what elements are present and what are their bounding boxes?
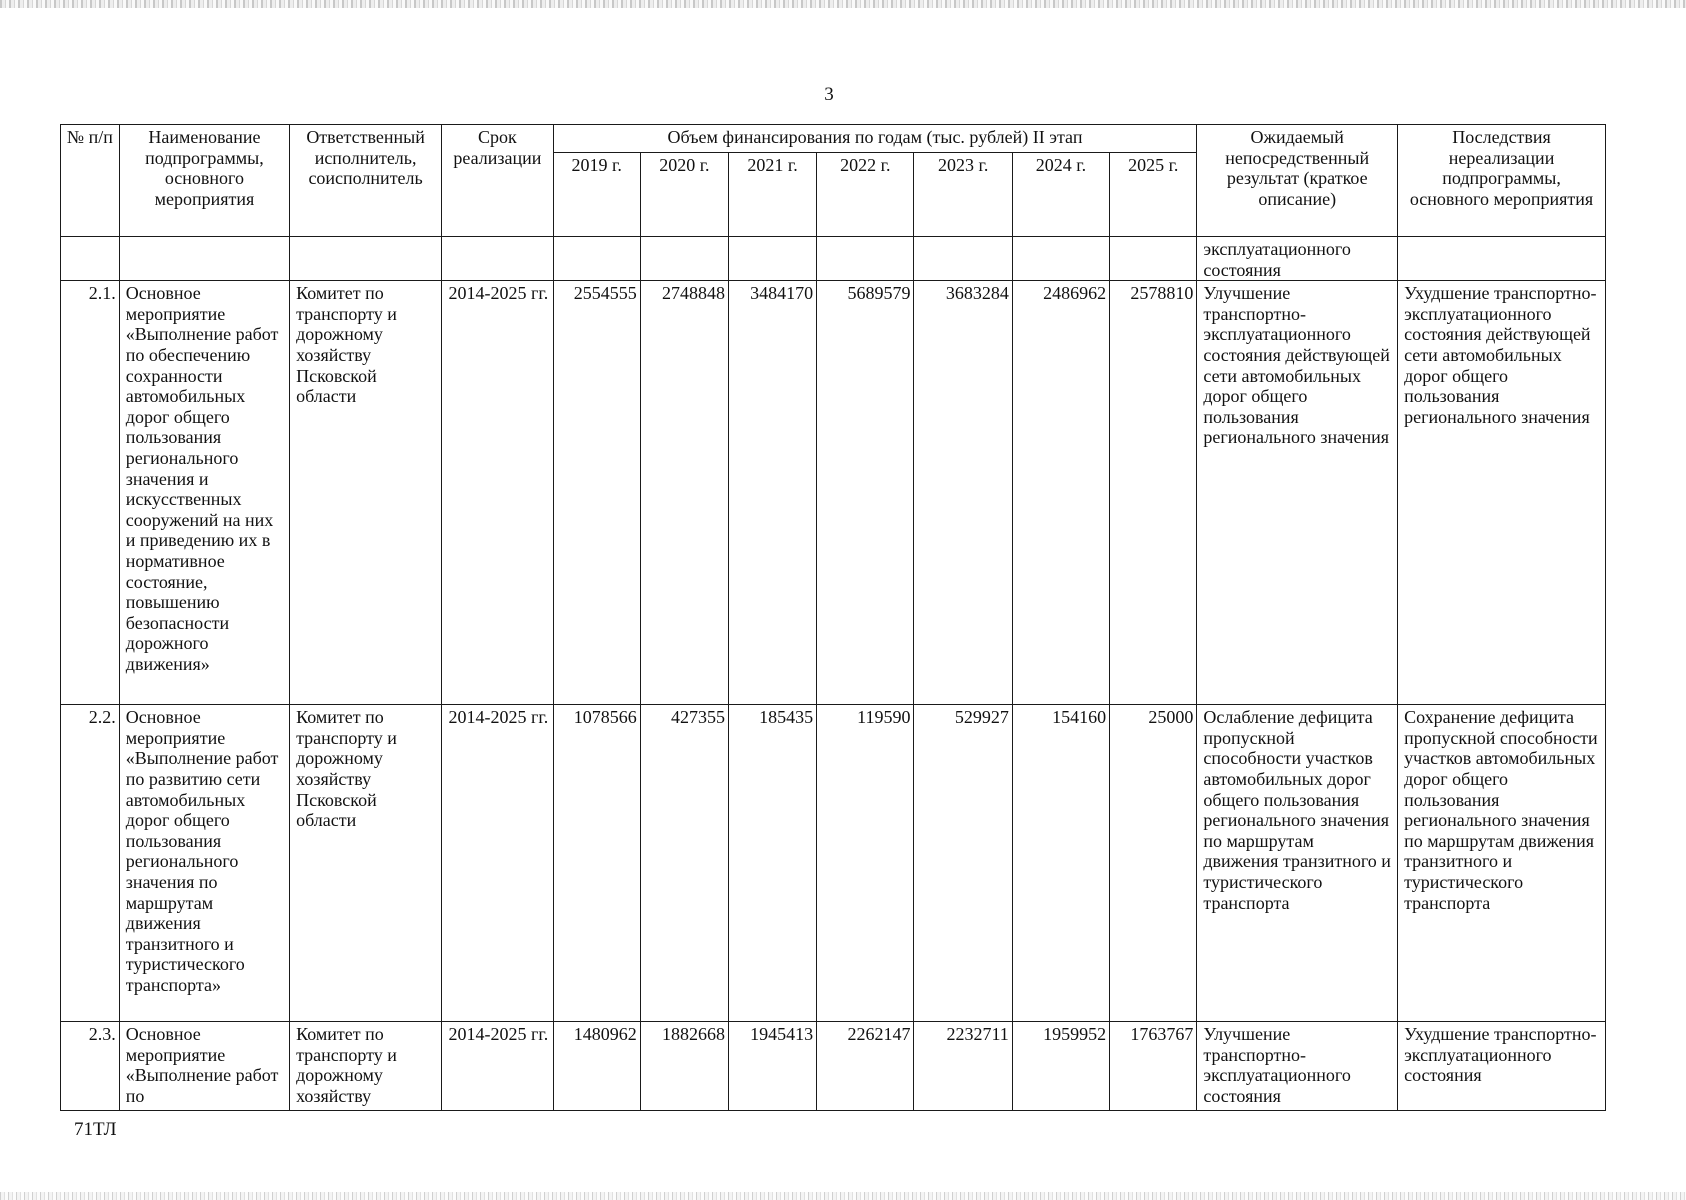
cell-value-2019: 1480962 (553, 1022, 640, 1111)
cell-name: Основное мероприятие «Выполнение работ по развитию сети автомобильных дорог общего пользования регионального значения по маршрутам движения транзитного и туристического транспорта» (119, 705, 289, 1022)
cell-value-2021: 185435 (728, 705, 816, 1022)
page-number: 3 (824, 84, 834, 105)
cell-value-2019: 2554555 (553, 281, 640, 705)
cell-expected: Улучшение транспортно-эксплуатационного состояния (1197, 1022, 1398, 1111)
header-year-2023: 2023 г. (914, 153, 1012, 237)
cell-value-2022: 2262147 (817, 1022, 914, 1111)
cell-value-2025: 25000 (1110, 705, 1197, 1022)
header-num: № п/п (61, 125, 120, 237)
header-expected: Ожидаемый непосредственный результат (краткое описание) (1197, 125, 1398, 237)
footer-code: 71ТЛ (74, 1119, 117, 1140)
cell-empty (817, 237, 914, 281)
cell-value-2022: 5689579 (817, 281, 914, 705)
cell-value-2020: 427355 (640, 705, 728, 1022)
cell-consequences: Ухудшение транспортно-эксплуатационного состояния (1398, 1022, 1606, 1111)
cell-term: 2014-2025 гг. (442, 281, 554, 705)
cell-value-2021: 1945413 (728, 1022, 816, 1111)
cell-name: Основное мероприятие «Выполнение работ по (119, 1022, 289, 1111)
cell-empty (1398, 237, 1606, 281)
cell-expected: эксплуатационного состояния (1197, 237, 1398, 281)
cell-empty (1012, 237, 1109, 281)
cell-value-2019: 1078566 (553, 705, 640, 1022)
cell-responsible: Комитет по транспорту и дорожному хозяйству Псковской области (290, 281, 442, 705)
cell-expected: Ослабление дефицита пропускной способности участков автомобильных дорог общего пользования регионального значения по маршрутам движения транзитного и туристического транспорта (1197, 705, 1398, 1022)
cell-consequences: Ухудшение транспортно-эксплуатационного состояния действующей сети автомобильных дорог общего пользования регионального значения (1398, 281, 1606, 705)
header-year-2020: 2020 г. (640, 153, 728, 237)
cell-empty (728, 237, 816, 281)
financing-table (60, 124, 1606, 1111)
header-financing: Объем финансирования по годам (тыс. рублей) II этап (553, 125, 1197, 153)
cell-value-2024: 2486962 (1012, 281, 1109, 705)
cell-value-2023: 2232711 (914, 1022, 1012, 1111)
cell-responsible: Комитет по транспорту и дорожному хозяйству Псковской области (290, 705, 442, 1022)
header-year-2025: 2025 г. (1110, 153, 1197, 237)
cell-num: 2.3. (61, 1022, 120, 1111)
header-year-2019: 2019 г. (553, 153, 640, 237)
header-year-2024: 2024 г. (1012, 153, 1109, 237)
header-name: Наименование подпрограммы, основного мероприятия (119, 125, 289, 237)
table-row (61, 1022, 1606, 1111)
cell-value-2020: 2748848 (640, 281, 728, 705)
header-term: Срок реализации (442, 125, 554, 237)
cell-term: 2014-2025 гг. (442, 705, 554, 1022)
cell-expected: Улучшение транспортно-эксплуатационного состояния действующей сети автомобильных дорог общего пользования регионального значения (1197, 281, 1398, 705)
cell-empty (290, 237, 442, 281)
scan-edge-top (0, 0, 1686, 8)
header-consequences: Последствия нереализации подпрограммы, основного мероприятия (1398, 125, 1606, 237)
scan-edge-bottom (0, 1192, 1686, 1200)
table-row (61, 705, 1606, 1022)
cell-empty (442, 237, 554, 281)
cell-num: 2.1. (61, 281, 120, 705)
cell-term: 2014-2025 гг. (442, 1022, 554, 1111)
cell-empty (61, 237, 120, 281)
cell-value-2024: 1959952 (1012, 1022, 1109, 1111)
header-year-2022: 2022 г. (817, 153, 914, 237)
cell-empty (1110, 237, 1197, 281)
cell-value-2022: 119590 (817, 705, 914, 1022)
cell-empty (119, 237, 289, 281)
cell-value-2025: 2578810 (1110, 281, 1197, 705)
cell-consequences: Сохранение дефицита пропускной способности участков автомобильных дорог общего пользования регионального значения по маршрутам движения транзитного и туристического транспорта (1398, 705, 1606, 1022)
cell-value-2020: 1882668 (640, 1022, 728, 1111)
header-year-2021: 2021 г. (728, 153, 816, 237)
cell-name: Основное мероприятие «Выполнение работ по обеспечению сохранности автомобильных дорог общего пользования регионального значения и искусственных сооружений на них и приведению их в нормативное состояние, повышению безопасности дорожного движения» (119, 281, 289, 705)
cell-empty (914, 237, 1012, 281)
cell-responsible: Комитет по транспорту и дорожному хозяйству (290, 1022, 442, 1111)
cell-value-2023: 3683284 (914, 281, 1012, 705)
table-row (61, 281, 1606, 705)
cell-value-2025: 1763767 (1110, 1022, 1197, 1111)
cell-empty (553, 237, 640, 281)
cell-value-2024: 154160 (1012, 705, 1109, 1022)
header-responsible: Ответственный исполнитель, соисполнитель (290, 125, 442, 237)
cell-value-2021: 3484170 (728, 281, 816, 705)
cell-value-2023: 529927 (914, 705, 1012, 1022)
cell-empty (640, 237, 728, 281)
table-row-continuation (61, 237, 1606, 281)
cell-num: 2.2. (61, 705, 120, 1022)
